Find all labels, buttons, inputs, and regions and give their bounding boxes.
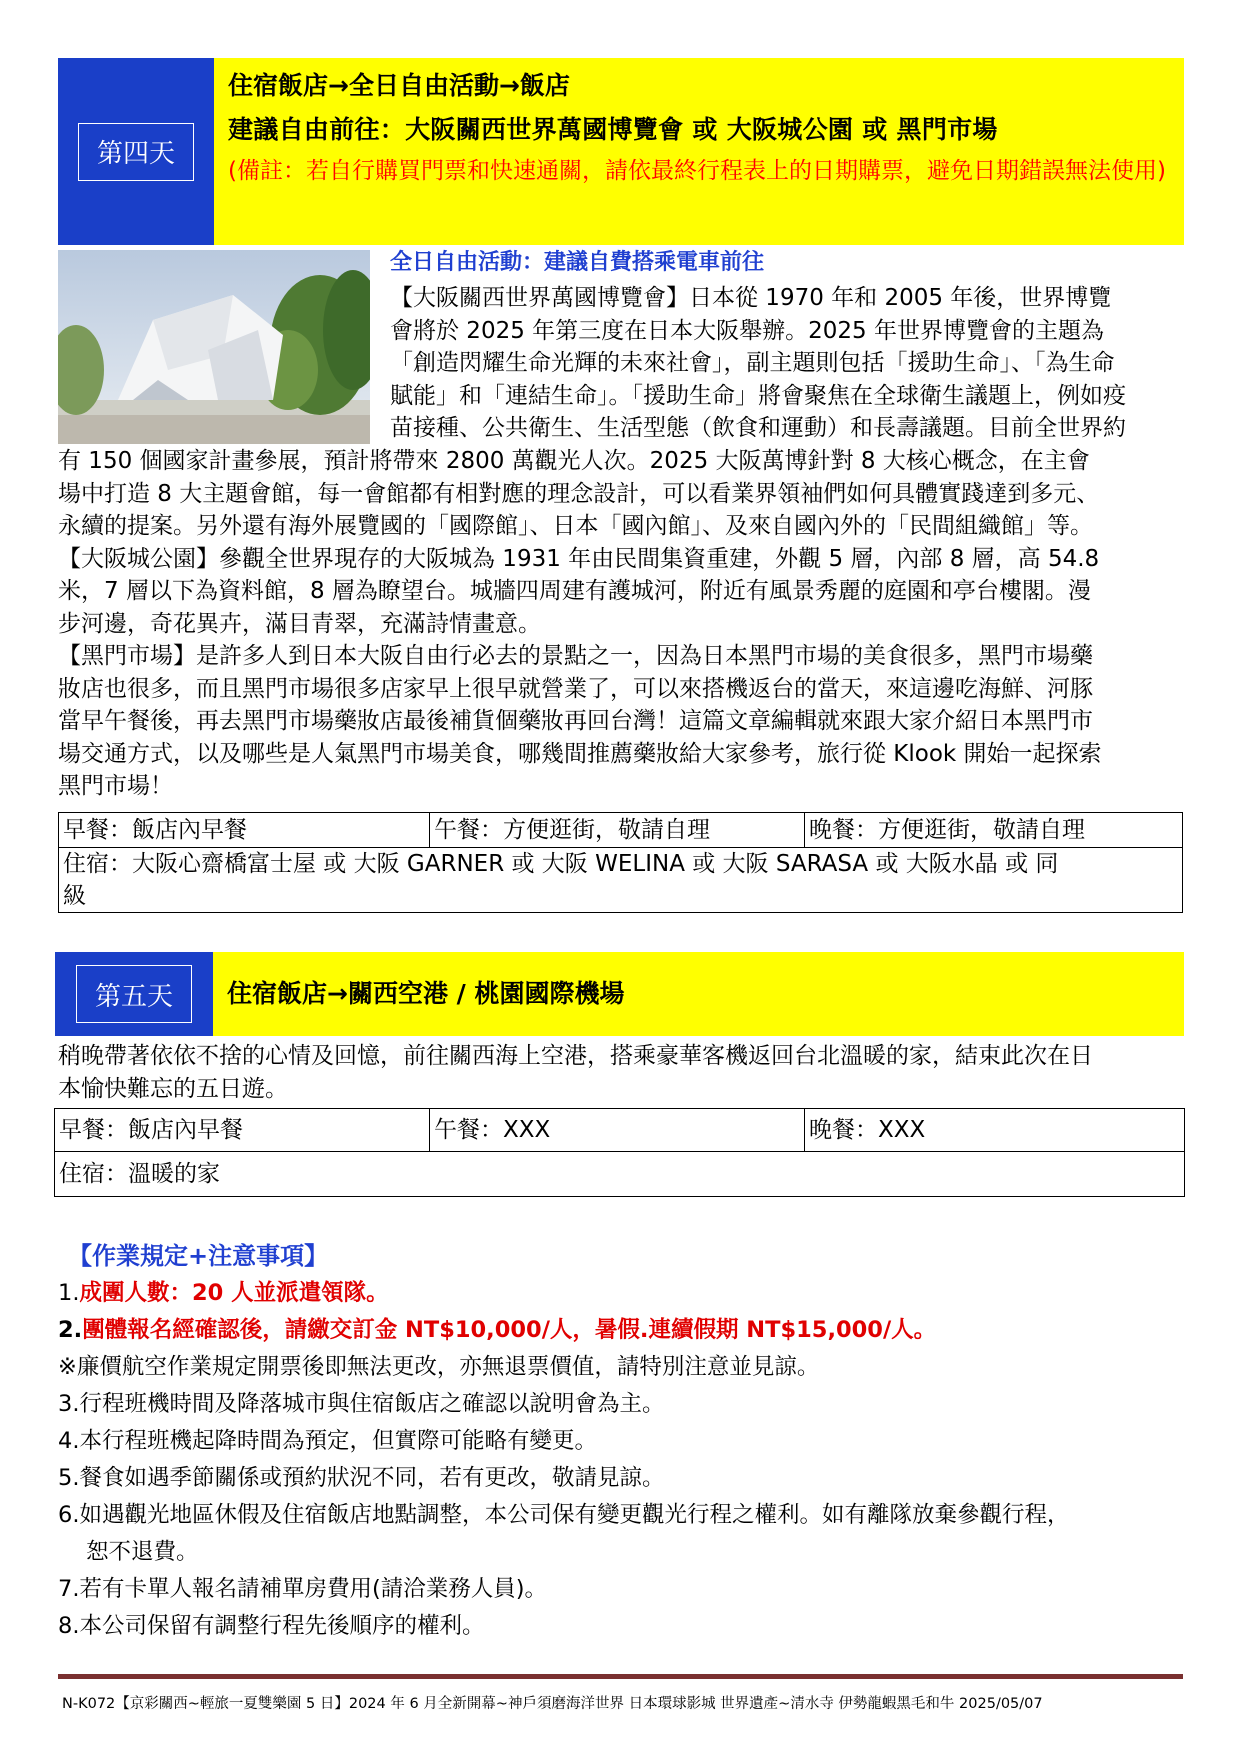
note-item-5: 5.餐食如遇季節關係或預約狀況不同，若有更改，敬請見諒。: [58, 1465, 665, 1491]
text-line: 苗接種、公共衛生、生活型態（飲食和運動）和長壽議題。目前全世界約: [390, 415, 1126, 441]
note-text: 成團人數：20 人並派遣領隊。: [79, 1280, 389, 1306]
text-line: 妝店也很多，而且黑門市場很多店家早上很早就營業了，可以來搭機返台的當天，來這邊吃海鮮、河豚: [58, 675, 1093, 702]
day4-route: 住宿飯店→全日自由活動→飯店: [228, 71, 570, 100]
note-text: 團體報名經確認後，請繳交訂金 NT$10,000/人，暑假.連續假期 NT$15,000/人。: [82, 1317, 937, 1343]
text-line: 步河邊，奇花異卉，滿目青翠，充滿詩情畫意。: [58, 610, 541, 637]
note-item-2: [58, 1312, 1188, 1349]
day5-label-box: [55, 952, 213, 1036]
day4-subtitle: 全日自由活動：建議自費搭乘電車前往: [390, 250, 765, 275]
note-number: 2.: [58, 1317, 83, 1343]
text-line: 【黑門市場】是許多人到日本大阪自由行必去的景點之一，因為日本黑門市場的美食很多，黑門市場藥: [58, 643, 1093, 669]
note-number: 1.: [58, 1280, 80, 1306]
expo-pavilion-icon: [58, 250, 370, 444]
expo-pavilion-photo: [58, 250, 370, 444]
day5-lunch: 午餐：XXX: [430, 1109, 805, 1152]
day5-route: 住宿飯店→關西空港 / 桃園國際機場: [227, 979, 625, 1008]
day4-breakfast: 早餐：飯店內早餐: [59, 813, 430, 848]
day5-label: 第五天: [76, 965, 192, 1023]
day5-breakfast: 早餐：飯店內早餐: [55, 1109, 430, 1152]
text-line: 賦能」和「連結生命」。「援助生命」將會聚焦在全球衛生議題上，例如疫: [390, 382, 1126, 409]
footer-rule: [58, 1674, 1183, 1679]
day4-hotel-line-2: 級: [63, 883, 86, 909]
text-line: 【大阪關西世界萬國博覽會】日本從 1970 年和 2005 年後，世界博覽: [390, 285, 1112, 311]
text-line: 有 150 個國家計畫參展，預計將帶來 2800 萬觀光人次。2025 大阪萬博針對 8 大核心概念，在主會: [58, 448, 1090, 474]
day4-header: [214, 58, 1184, 245]
text-line: 【大阪城公園】參觀全世界現存的大阪城為 1931 年由民間集資重建，外觀 5 層，內部 8 層，高 54.8: [58, 545, 1100, 572]
day4-dinner: 晚餐：方便逛街，敬請自理: [805, 813, 1183, 848]
text-line: 會將於 2025 年第三度在日本大阪舉辦。2025 年世界博覽會的主題為: [390, 317, 1104, 344]
day4-lunch: 午餐：方便逛街，敬請自理: [430, 813, 805, 848]
note-item-star: ※廉價航空作業規定開票後即無法更改，亦無退票價值，請特別注意並見諒。: [58, 1354, 820, 1380]
day4-label-box: [58, 58, 214, 245]
expo-paragraph-2: [58, 445, 1188, 803]
note-item-7: 7.若有卡單人報名請補單房費用(請洽業務人員)。: [58, 1576, 548, 1602]
note-item-6: 6.如遇觀光地區休假及住宿飯店地點調整，本公司保有變更觀光行程之權利。如有離隊放棄參觀行程，: [58, 1502, 1070, 1528]
day5-description: [58, 1040, 1188, 1105]
day5-hotel: 住宿：溫暖的家: [55, 1152, 1185, 1197]
day4-label: 第四天: [78, 123, 194, 181]
text-line: 米，7 層以下為資料館，8 層為瞭望台。城牆四周建有護城河，附近有風景秀麗的庭園和亭台樓閣。漫: [58, 578, 1091, 604]
note-item-4: 4.本行程班機起降時間為預定，但實際可能略有變更。: [58, 1428, 597, 1454]
text-line: 本愉快難忘的五日遊。: [58, 1075, 288, 1102]
text-line: 當早午餐後，再去黑門市場藥妝店最後補貨個藥妝再回台灣！這篇文章編輯就來跟大家介紹日本黑門市: [58, 708, 1093, 734]
text-line: 稍晚帶著依依不捨的心情及回憶，前往關西海上空港，搭乘豪華客機返回台北溫暖的家，結束此次在日: [58, 1043, 1093, 1069]
footer-text: N-K072【京彩關西~輕旅一夏雙樂園 5 日】2024 年 6 月全新開幕~神戶須磨海洋世界 日本環球影城 世界遺產~清水寺 伊勢龍蝦黑毛和牛 2025/05/07: [62, 1696, 1043, 1712]
text-line: 永續的提案。另外還有海外展覽國的「國際館」、日本「國內館」、及來自國內外的「民間組織館」等。: [58, 513, 1093, 539]
note-item-6-cont: 恕不退費。: [86, 1539, 199, 1565]
day4-note: (備註：若自行購買門票和快速通關，請依最終行程表上的日期購票，避免日期錯誤無法使用): [228, 158, 1166, 184]
day4-hotel-line-1: 住宿：大阪心齋橋富士屋 或 大阪 GARNER 或 大阪 WELINA 或 大阪 SARASA 或 大阪水晶 或 同: [63, 851, 1059, 877]
text-line: 場交通方式，以及哪些是人氣黑門市場美食，哪幾間推薦藥妝給大家參考，旅行從 Klook 開始一起探索: [58, 740, 1102, 767]
day4-suggestion: 建議自由前往：大阪關西世界萬國博覽會 或 大阪城公園 或 黑門市場: [228, 115, 998, 144]
notes-list: [58, 1275, 1188, 1645]
day4-hotel: [59, 848, 1183, 913]
note-item-1: [58, 1275, 1188, 1312]
day5-dinner: 晚餐：XXX: [805, 1109, 1185, 1152]
text-line: 「創造閃耀生命光輝的未來社會」，副主題則包括「援助生命」、「為生命: [390, 350, 1115, 376]
text-line: 場中打造 8 大主題會館，每一會館都有相對應的理念設計，可以看業界領袖們如何具體實踐達到多元、: [58, 480, 1100, 507]
expo-paragraph-1: [390, 282, 1182, 445]
day5-header: [213, 952, 1184, 1036]
note-item-3: 3.行程班機時間及降落城市與住宿飯店之確認以說明會為主。: [58, 1391, 665, 1417]
notes-title: 【作業規定+注意事項】: [68, 1242, 329, 1270]
note-item-8: 8.本公司保留有調整行程先後順序的權利。: [58, 1613, 485, 1639]
day5-meals-table: [54, 1108, 1185, 1197]
text-line: 黑門市場！: [58, 773, 173, 799]
day4-meals-table: [58, 812, 1183, 913]
